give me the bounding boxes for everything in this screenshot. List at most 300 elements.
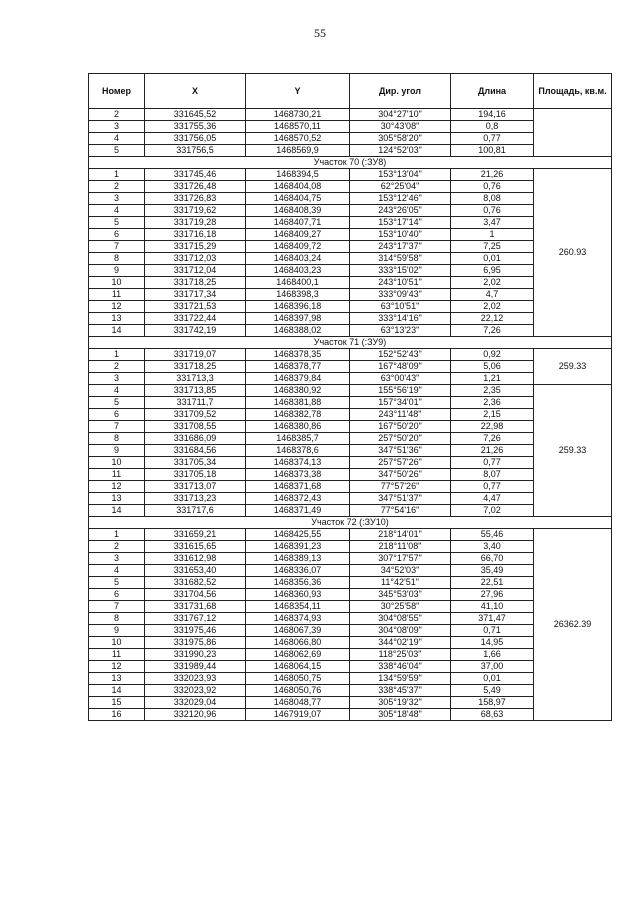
header-number: Номер (89, 74, 145, 109)
cell-number: 11 (89, 649, 145, 661)
cell-direction-angle: 243°17'37" (350, 241, 451, 253)
cell-number: 3 (89, 121, 145, 133)
cell-number: 2 (89, 109, 145, 121)
cell-y: 1468570,52 (246, 133, 350, 145)
cell-x: 331705,34 (145, 457, 246, 469)
cell-y: 1467919,07 (246, 709, 350, 721)
cell-length: 0,01 (451, 673, 534, 685)
cell-number: 8 (89, 433, 145, 445)
table-row (89, 193, 612, 205)
coordinates-table (88, 73, 612, 721)
cell-length: 0,77 (451, 481, 534, 493)
cell-x: 331718,25 (145, 361, 246, 373)
cell-length: 5,06 (451, 361, 534, 373)
table-row (89, 277, 612, 289)
cell-length: 158,97 (451, 697, 534, 709)
cell-length: 3,40 (451, 541, 534, 553)
cell-number: 4 (89, 133, 145, 145)
cell-length: 55,46 (451, 529, 534, 541)
table-row (89, 373, 612, 385)
cell-number: 8 (89, 253, 145, 265)
cell-x: 331716,18 (145, 229, 246, 241)
cell-x: 331742,19 (145, 325, 246, 337)
cell-x: 331717,6 (145, 505, 246, 517)
cell-y: 1468409,72 (246, 241, 350, 253)
header-x: X (145, 74, 246, 109)
cell-y: 1468378,6 (246, 445, 350, 457)
cell-number: 14 (89, 685, 145, 697)
table-row (89, 421, 612, 433)
cell-length: 6,95 (451, 265, 534, 277)
cell-x: 331684,56 (145, 445, 246, 457)
cell-length: 4,47 (451, 493, 534, 505)
cell-y: 1468050,75 (246, 673, 350, 685)
cell-number: 9 (89, 265, 145, 277)
table-row (89, 361, 612, 373)
table-row (89, 325, 612, 337)
cell-number: 5 (89, 397, 145, 409)
table-row (89, 649, 612, 661)
cell-number: 2 (89, 541, 145, 553)
cell-number: 3 (89, 553, 145, 565)
cell-length: 66,70 (451, 553, 534, 565)
cell-length: 2,35 (451, 385, 534, 397)
cell-direction-angle: 333°14'16" (350, 313, 451, 325)
table-row (89, 253, 612, 265)
table-row (89, 625, 612, 637)
cell-length: 1,21 (451, 373, 534, 385)
cell-length: 2,02 (451, 301, 534, 313)
cell-length: 3,47 (451, 217, 534, 229)
table-row (89, 505, 612, 517)
cell-direction-angle: 124°52'03" (350, 145, 451, 157)
cell-number: 12 (89, 481, 145, 493)
cell-direction-angle: 63°10'51" (350, 301, 451, 313)
cell-y: 1468381,88 (246, 397, 350, 409)
table-row (89, 241, 612, 253)
cell-number: 7 (89, 241, 145, 253)
cell-direction-angle: 347°50'26" (350, 469, 451, 481)
cell-number: 13 (89, 673, 145, 685)
cell-y: 1468064,15 (246, 661, 350, 673)
cell-length: 68,63 (451, 709, 534, 721)
cell-y: 1468062,69 (246, 649, 350, 661)
table-row (89, 565, 612, 577)
cell-length: 371,47 (451, 613, 534, 625)
cell-length: 37,00 (451, 661, 534, 673)
cell-y: 1468394,5 (246, 169, 350, 181)
area-cell: 26362.39 (534, 529, 612, 721)
cell-x: 331719,07 (145, 349, 246, 361)
header-y: Y (246, 74, 350, 109)
cell-x: 331645,52 (145, 109, 246, 121)
cell-y: 1468388,02 (246, 325, 350, 337)
cell-x: 331712,03 (145, 253, 246, 265)
cell-number: 9 (89, 445, 145, 457)
cell-x: 331726,83 (145, 193, 246, 205)
table-row (89, 349, 612, 361)
cell-number: 9 (89, 625, 145, 637)
cell-direction-angle: 338°45'37" (350, 685, 451, 697)
cell-y: 1468404,08 (246, 181, 350, 193)
cell-y: 1468048,77 (246, 697, 350, 709)
cell-direction-angle: 304°08'55" (350, 613, 451, 625)
table-row (89, 145, 612, 157)
table-row (89, 301, 612, 313)
table-row (89, 637, 612, 649)
cell-y: 1468400,1 (246, 277, 350, 289)
cell-number: 11 (89, 289, 145, 301)
cell-x: 332120,96 (145, 709, 246, 721)
cell-x: 331726,48 (145, 181, 246, 193)
cell-x: 331722,44 (145, 313, 246, 325)
cell-y: 1468391,23 (246, 541, 350, 553)
cell-number: 2 (89, 181, 145, 193)
cell-direction-angle: 257°57'26" (350, 457, 451, 469)
cell-x: 331756,5 (145, 145, 246, 157)
cell-y: 1468371,68 (246, 481, 350, 493)
cell-y: 1468379,84 (246, 373, 350, 385)
cell-y: 1468389,13 (246, 553, 350, 565)
cell-direction-angle: 118°25'03" (350, 649, 451, 661)
cell-y: 1468425,55 (246, 529, 350, 541)
cell-direction-angle: 77°57'26" (350, 481, 451, 493)
cell-number: 3 (89, 193, 145, 205)
section-title-row (89, 517, 612, 529)
cell-y: 1468409,27 (246, 229, 350, 241)
cell-y: 1468408,39 (246, 205, 350, 217)
area-cell: 259.33 (534, 385, 612, 517)
cell-y: 1468360,93 (246, 589, 350, 601)
cell-direction-angle: 63°00'43" (350, 373, 451, 385)
cell-number: 14 (89, 325, 145, 337)
table-row (89, 661, 612, 673)
table-row (89, 205, 612, 217)
table-row (89, 673, 612, 685)
cell-x: 331990,23 (145, 649, 246, 661)
cell-number: 8 (89, 613, 145, 625)
cell-y: 1468067,39 (246, 625, 350, 637)
table-row (89, 577, 612, 589)
cell-y: 1468570,11 (246, 121, 350, 133)
cell-number: 10 (89, 277, 145, 289)
cell-y: 1468372,43 (246, 493, 350, 505)
cell-number: 13 (89, 493, 145, 505)
cell-direction-angle: 155°56'19" (350, 385, 451, 397)
cell-direction-angle: 333°09'43" (350, 289, 451, 301)
section-title-row (89, 337, 612, 349)
table-row (89, 265, 612, 277)
cell-length: 41,10 (451, 601, 534, 613)
cell-direction-angle: 333°15'02" (350, 265, 451, 277)
table-row (89, 109, 612, 121)
section-title-row (89, 157, 612, 169)
cell-length: 7,25 (451, 241, 534, 253)
cell-direction-angle: 30°25'58" (350, 601, 451, 613)
cell-direction-angle: 304°27'10" (350, 109, 451, 121)
cell-direction-angle: 305°19'32" (350, 697, 451, 709)
cell-x: 331745,46 (145, 169, 246, 181)
cell-direction-angle: 153°12'46" (350, 193, 451, 205)
cell-y: 1468407,71 (246, 217, 350, 229)
cell-y: 1468730,21 (246, 109, 350, 121)
cell-direction-angle: 77°54'16" (350, 505, 451, 517)
cell-direction-angle: 153°10'40" (350, 229, 451, 241)
cell-x: 331731,68 (145, 601, 246, 613)
cell-number: 7 (89, 601, 145, 613)
cell-y: 1468398,3 (246, 289, 350, 301)
cell-y: 1468336,07 (246, 565, 350, 577)
cell-y: 1468397,98 (246, 313, 350, 325)
cell-x: 331975,86 (145, 637, 246, 649)
cell-direction-angle: 157°34'01" (350, 397, 451, 409)
cell-number: 4 (89, 385, 145, 397)
cell-y: 1468380,86 (246, 421, 350, 433)
cell-x: 331612,98 (145, 553, 246, 565)
cell-y: 1468378,35 (246, 349, 350, 361)
cell-number: 6 (89, 589, 145, 601)
cell-number: 15 (89, 697, 145, 709)
cell-direction-angle: 218°14'01" (350, 529, 451, 541)
cell-length: 0,92 (451, 349, 534, 361)
cell-length: 0,76 (451, 205, 534, 217)
cell-y: 1468380,92 (246, 385, 350, 397)
cell-x: 332029,04 (145, 697, 246, 709)
cell-direction-angle: 243°10'51" (350, 277, 451, 289)
cell-x: 331719,62 (145, 205, 246, 217)
cell-number: 12 (89, 301, 145, 313)
cell-direction-angle: 345°53'03" (350, 589, 451, 601)
cell-x: 331755,36 (145, 121, 246, 133)
cell-number: 16 (89, 709, 145, 721)
cell-length: 5,49 (451, 685, 534, 697)
cell-x: 331713,3 (145, 373, 246, 385)
cell-length: 4,7 (451, 289, 534, 301)
cell-length: 0,76 (451, 181, 534, 193)
cell-direction-angle: 63°13'23" (350, 325, 451, 337)
cell-direction-angle: 152°52'43" (350, 349, 451, 361)
table-row (89, 133, 612, 145)
cell-x: 331711,7 (145, 397, 246, 409)
cell-direction-angle: 218°11'08" (350, 541, 451, 553)
cell-x: 331653,40 (145, 565, 246, 577)
table-row (89, 409, 612, 421)
cell-y: 1468396,18 (246, 301, 350, 313)
cell-number: 7 (89, 421, 145, 433)
section-title: Участок 70 (:ЗУ8) (89, 157, 612, 169)
cell-length: 0,77 (451, 457, 534, 469)
cell-number: 11 (89, 469, 145, 481)
cell-number: 4 (89, 205, 145, 217)
cell-length: 22,12 (451, 313, 534, 325)
cell-x: 331713,23 (145, 493, 246, 505)
table-header-row (89, 74, 612, 109)
cell-direction-angle: 243°11'48" (350, 409, 451, 421)
cell-length: 27,96 (451, 589, 534, 601)
cell-number: 3 (89, 373, 145, 385)
cell-x: 332023,92 (145, 685, 246, 697)
cell-y: 1468374,93 (246, 613, 350, 625)
cell-y: 1468373,38 (246, 469, 350, 481)
area-cell: 260.93 (534, 169, 612, 337)
table-row (89, 481, 612, 493)
cell-number: 5 (89, 145, 145, 157)
cell-y: 1468403,23 (246, 265, 350, 277)
cell-length: 8,08 (451, 193, 534, 205)
table-row (89, 589, 612, 601)
cell-direction-angle: 304°08'09" (350, 625, 451, 637)
table-row (89, 397, 612, 409)
area-cell: 259.33 (534, 349, 612, 385)
cell-direction-angle: 347°51'37" (350, 493, 451, 505)
cell-length: 7,02 (451, 505, 534, 517)
table-row (89, 685, 612, 697)
header-area: Площадь, кв.м. (534, 74, 612, 109)
cell-x: 331659,21 (145, 529, 246, 541)
table-row (89, 385, 612, 397)
table-row (89, 613, 612, 625)
cell-direction-angle: 257°50'20" (350, 433, 451, 445)
cell-number: 2 (89, 361, 145, 373)
cell-number: 10 (89, 457, 145, 469)
cell-x: 331615,65 (145, 541, 246, 553)
cell-length: 2,15 (451, 409, 534, 421)
cell-length: 22,51 (451, 577, 534, 589)
cell-x: 331686,09 (145, 433, 246, 445)
table-row (89, 601, 612, 613)
table-row (89, 121, 612, 133)
cell-direction-angle: 34°52'03" (350, 565, 451, 577)
cell-x: 331767,12 (145, 613, 246, 625)
cell-x: 331682,52 (145, 577, 246, 589)
cell-length: 7,26 (451, 325, 534, 337)
cell-x: 331719,28 (145, 217, 246, 229)
cell-x: 331717,34 (145, 289, 246, 301)
table-row (89, 313, 612, 325)
cell-number: 4 (89, 565, 145, 577)
cell-direction-angle: 307°17'57" (350, 553, 451, 565)
cell-length: 194,16 (451, 109, 534, 121)
cell-y: 1468374,13 (246, 457, 350, 469)
cell-length: 1 (451, 229, 534, 241)
page-number: 55 (314, 26, 326, 40)
cell-number: 12 (89, 661, 145, 673)
cell-length: 0,71 (451, 625, 534, 637)
table-row (89, 445, 612, 457)
cell-length: 0,01 (451, 253, 534, 265)
table-row (89, 289, 612, 301)
cell-number: 1 (89, 169, 145, 181)
cell-x: 331713,07 (145, 481, 246, 493)
table-row (89, 709, 612, 721)
cell-direction-angle: 243°26'05" (350, 205, 451, 217)
cell-x: 331718,25 (145, 277, 246, 289)
cell-x: 331704,56 (145, 589, 246, 601)
cell-direction-angle: 305°18'48" (350, 709, 451, 721)
cell-x: 331989,44 (145, 661, 246, 673)
cell-length: 8,07 (451, 469, 534, 481)
cell-number: 5 (89, 217, 145, 229)
cell-length: 0,8 (451, 121, 534, 133)
cell-direction-angle: 344°02'19" (350, 637, 451, 649)
cell-x: 331975,46 (145, 625, 246, 637)
table-row (89, 229, 612, 241)
cell-direction-angle: 314°59'58" (350, 253, 451, 265)
cell-number: 6 (89, 229, 145, 241)
cell-direction-angle: 153°13'04" (350, 169, 451, 181)
table-row (89, 469, 612, 481)
cell-x: 331712,04 (145, 265, 246, 277)
cell-direction-angle: 338°46'04" (350, 661, 451, 673)
table-row (89, 541, 612, 553)
cell-x: 331756,05 (145, 133, 246, 145)
table-row (89, 553, 612, 565)
cell-y: 1468354,11 (246, 601, 350, 613)
cell-direction-angle: 167°48'09" (350, 361, 451, 373)
cell-number: 14 (89, 505, 145, 517)
cell-y: 1468404,75 (246, 193, 350, 205)
table-row (89, 457, 612, 469)
cell-length: 14,95 (451, 637, 534, 649)
cell-direction-angle: 167°50'20" (350, 421, 451, 433)
section-title: Участок 71 (:ЗУ9) (89, 337, 612, 349)
cell-length: 21,26 (451, 445, 534, 457)
cell-length: 0,77 (451, 133, 534, 145)
table-row (89, 529, 612, 541)
cell-direction-angle: 153°17'14" (350, 217, 451, 229)
cell-x: 331705,18 (145, 469, 246, 481)
cell-x: 331709,52 (145, 409, 246, 421)
table-row (89, 697, 612, 709)
table-row (89, 433, 612, 445)
cell-x: 331715,29 (145, 241, 246, 253)
cell-number: 13 (89, 313, 145, 325)
cell-y: 1468403,24 (246, 253, 350, 265)
cell-length: 21,26 (451, 169, 534, 181)
cell-length: 7,26 (451, 433, 534, 445)
cell-x: 331713,85 (145, 385, 246, 397)
cell-y: 1468371,49 (246, 505, 350, 517)
cell-direction-angle: 62°25'04" (350, 181, 451, 193)
cell-length: 1,66 (451, 649, 534, 661)
cell-length: 2,02 (451, 277, 534, 289)
cell-x: 331708,55 (145, 421, 246, 433)
cell-direction-angle: 11°42'51" (350, 577, 451, 589)
section-title: Участок 72 (:ЗУ10) (89, 517, 612, 529)
cell-direction-angle: 134°59'59" (350, 673, 451, 685)
cell-y: 1468382,78 (246, 409, 350, 421)
cell-length: 35,49 (451, 565, 534, 577)
cell-number: 5 (89, 577, 145, 589)
cell-y: 1468050,76 (246, 685, 350, 697)
cell-direction-angle: 305°58'20" (350, 133, 451, 145)
table-row (89, 493, 612, 505)
cell-x: 332023,93 (145, 673, 246, 685)
header-direction-angle: Дир. угол (350, 74, 451, 109)
table-body (89, 109, 612, 721)
table-row (89, 217, 612, 229)
header-length: Длина (451, 74, 534, 109)
cell-number: 6 (89, 409, 145, 421)
cell-direction-angle: 347°51'36" (350, 445, 451, 457)
cell-y: 1468356,36 (246, 577, 350, 589)
cell-y: 1468066,80 (246, 637, 350, 649)
cell-length: 22,98 (451, 421, 534, 433)
cell-length: 100,81 (451, 145, 534, 157)
cell-number: 1 (89, 349, 145, 361)
cell-x: 331721,53 (145, 301, 246, 313)
area-cell (534, 109, 612, 157)
